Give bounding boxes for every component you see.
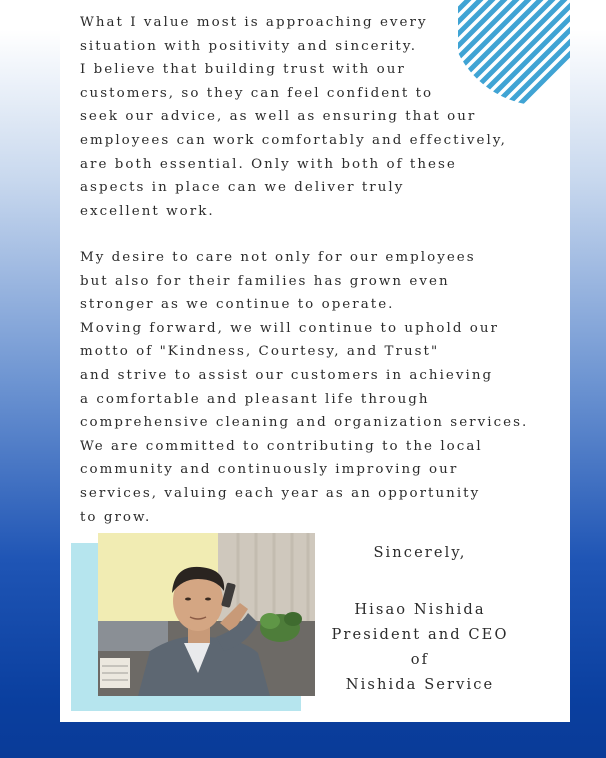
- closing-sincerely: Sincerely,: [373, 544, 467, 561]
- portrait-frame: [71, 543, 301, 711]
- letter-paragraph-1: What I value most is approaching every situation with positivity and sincerity. I believe that building trust with our customers, so they can feel confident to seek our advice, as well as ensuring that our employees can work comfortably and effectively, are both essential. Only with both of these aspects in place can we deliver truly excellent work.: [80, 15, 507, 219]
- letter-paragraph-2: My desire to care not only for our employees but also for their families has grown even stronger as we continue to operate. Moving forward, we will continue to uphold our motto of "Kindness, Courtesy, and Trust" and strive to assist our customers in achieving a comfortable and pleasant life through comprehensive cleaning and organization services. We are committed to contributing to the local community and continuously improving our services, valuing each year as an opportunity to grow.: [80, 250, 529, 525]
- signer-title: President and CEO of: [331, 626, 509, 668]
- signer-company: Nishida Service: [345, 676, 495, 693]
- ceo-portrait-photo: [98, 533, 315, 696]
- signer-name: Hisao Nishida: [354, 601, 486, 618]
- signature-block: [320, 597, 520, 697]
